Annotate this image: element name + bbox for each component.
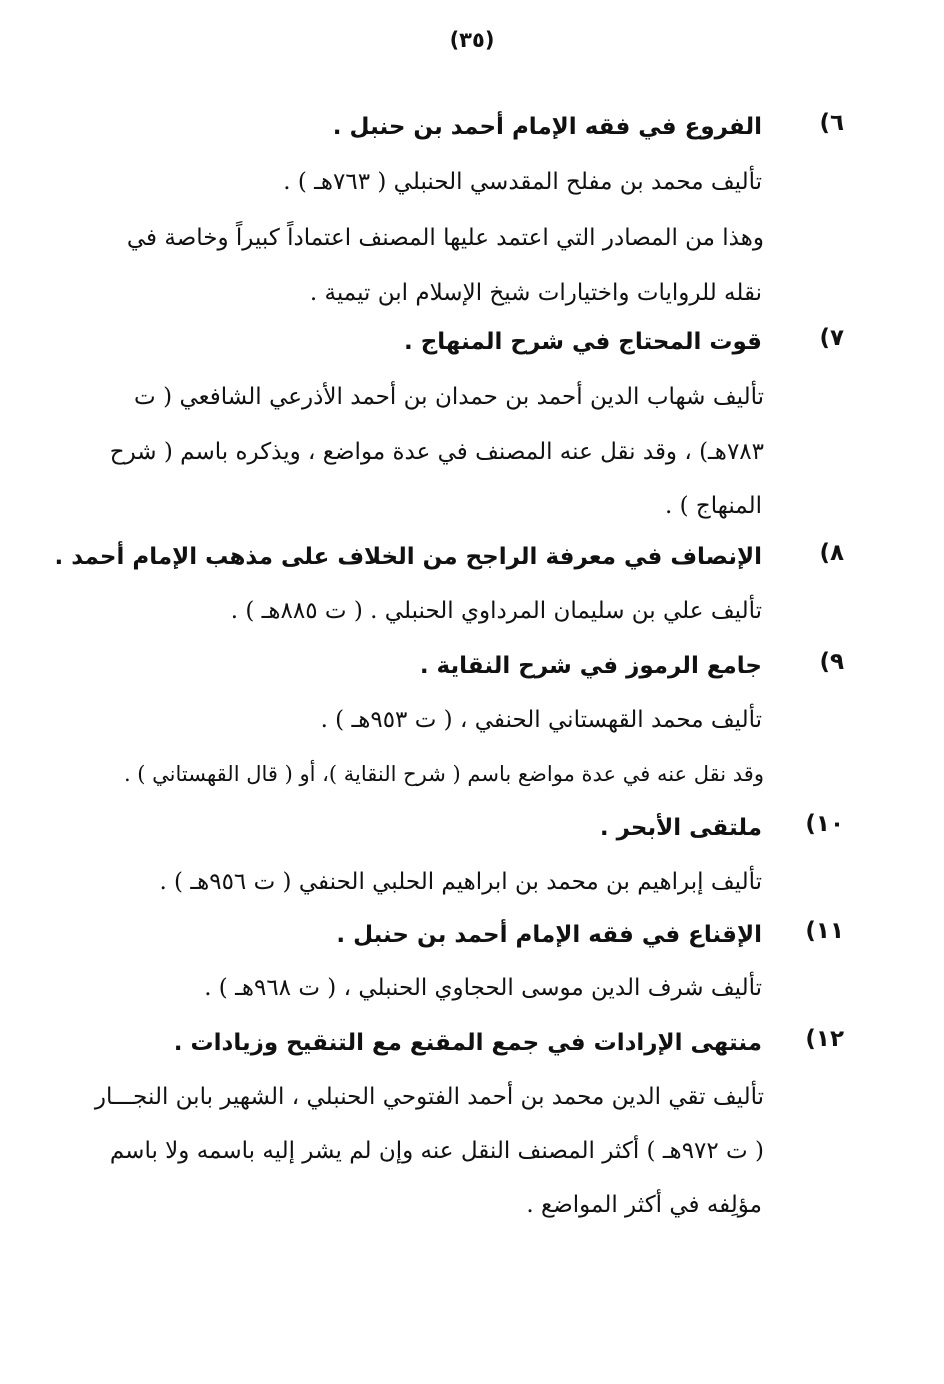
entry-title: ملتقى الأبحر . xyxy=(599,815,762,841)
entry-line: وهذا من المصادر التي اعتمد عليها المصنف اعتماداً كبيراً وخاصة في xyxy=(126,225,764,251)
entry-line: تأليف إبراهيم بن محمد بن ابراهيم الحلبي الحنفي ( ت ٩٥٦هـ ) . xyxy=(159,869,762,895)
entry-line: تأليف شهاب الدين أحمد بن حمدان بن أحمد الأذرعي الشافعي ( ت xyxy=(134,384,764,410)
entry-title: الإقناع في فقه الإمام أحمد بن حنبل . xyxy=(336,922,762,948)
entry-line: تأليف شرف الدين موسى الحجاوي الحنبلي ، ( ت ٩٦٨هـ ) . xyxy=(204,975,762,1001)
entry-title: منتهى الإرادات في جمع المقنع مع التنقيح وزيادات . xyxy=(173,1030,762,1056)
entry-title: الفروع في فقه الإمام أحمد بن حنبل . xyxy=(332,114,762,140)
entry-line: ( ت ٩٧٢هـ ) أكثر المصنف النقل عنه وإن لم يشر إليه باسمه ولا باسم xyxy=(109,1138,764,1164)
entry-line: المنهاج ) . xyxy=(665,493,762,519)
entry-number: ١١) xyxy=(805,918,844,944)
entry-number: ١٠) xyxy=(805,811,844,837)
entry-line: تأليف محمد القهستاني الحنفي ، ( ت ٩٥٣هـ ) . xyxy=(320,707,762,733)
entry-line: مؤلِفه في أكثر المواضع . xyxy=(526,1192,762,1218)
entry-line: وقد نقل عنه في عدة مواضع باسم ( شرح النقاية )، أو ( قال القهستاني ) . xyxy=(123,762,764,786)
entry-line: ٧٨٣هـ) ، وقد نقل عنه المصنف في عدة مواضع ، ويذكره باسم ( شرح xyxy=(109,439,764,465)
entry-line: تأليف محمد بن مفلح المقدسي الحنبلي ( ٧٦٣هـ ) . xyxy=(283,169,762,195)
entry-line: تأليف علي بن سليمان المرداوي الحنبلي . ( ت ٨٨٥هـ ) . xyxy=(230,598,762,624)
entry-line: نقله للروايات واختيارات شيخ الإسلام ابن تيمية . xyxy=(309,280,762,306)
entry-number: ٧) xyxy=(819,325,844,351)
entry-line: تأليف تقي الدين محمد بن أحمد الفتوحي الحنبلي ، الشهير بابن النجـــار xyxy=(94,1084,764,1110)
entry-number: ٨) xyxy=(819,540,844,566)
entry-title: قوت المحتاج في شرح المنهاج . xyxy=(403,329,762,355)
entry-number: ١٢) xyxy=(805,1026,844,1052)
entry-title: جامع الرموز في شرح النقاية . xyxy=(419,653,762,679)
entry-title: الإنصاف في معرفة الراجح من الخلاف على مذهب الإمام أحمد . xyxy=(54,544,762,570)
entry-number: ٦) xyxy=(819,110,844,136)
entry-number: ٩) xyxy=(819,649,844,675)
page-number: (٣٥) xyxy=(449,28,495,52)
